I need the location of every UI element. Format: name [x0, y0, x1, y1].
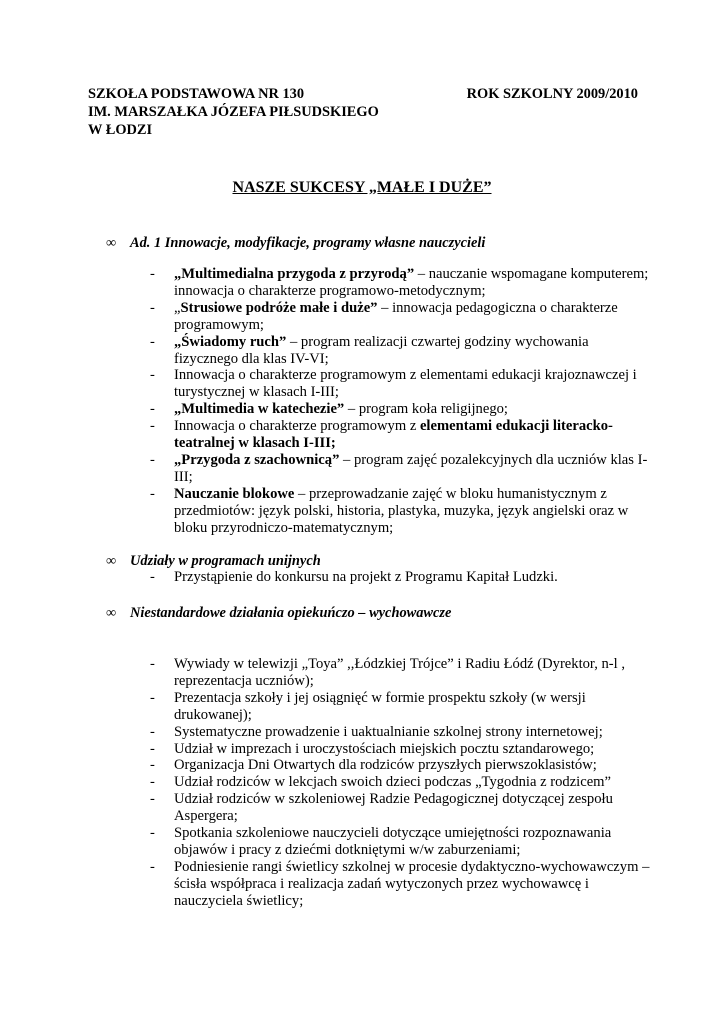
section-heading-innovations [106, 235, 485, 252]
item-bold: „Multimedia w katechezie” [174, 401, 345, 418]
item-text: Udział w imprezach i uroczystościach miejskich pocztu sztandarowego; [174, 740, 595, 757]
list-item [150, 741, 650, 758]
dash-bullet: - [150, 858, 155, 875]
list-item [150, 774, 650, 791]
dash-bullet: - [150, 757, 155, 774]
item-text: Innowacja o charakterze programowym z elementami edukacji krajoznawczej i turystycznej w klasach I-III; [174, 367, 637, 401]
item-bold: elementami edukacji literacko-teatralnej w klasach I-III; [174, 418, 613, 452]
page-title [0, 179, 724, 197]
dash-bullet: - [150, 418, 155, 435]
care-activities-list [150, 656, 650, 910]
dash-bullet: - [150, 656, 155, 672]
item-text: – program realizacji czwartej godziny wychowania fizycznego dla klas IV-VI; [174, 333, 589, 367]
dash-bullet: - [150, 774, 155, 791]
infinity-bullet-icon: ∞ [106, 605, 117, 621]
item-text: Podniesienie rangi świetlicy szkolnej w procesie dydaktyczno-wychowawczym – ścisła współpraca i realizacja zadań wytyczonych przez wychowawcę i nauczyciela świetlicy; [174, 858, 650, 909]
item-text: Udział rodziców w lekcjach swoich dzieci podczas „Tygodnia z rodzicem” [174, 774, 612, 791]
dash-bullet: - [150, 333, 155, 350]
section-heading-text: Ad. 1 Innowacje, modyfikacje, programy własne nauczycieli [130, 235, 486, 251]
eu-programs-list [150, 569, 650, 586]
list-item [150, 825, 650, 859]
item-text: Systematyczne prowadzenie i uaktualnianie szkolnej strony internetowej; [174, 723, 603, 740]
dash-bullet: - [150, 740, 155, 757]
list-item [150, 791, 650, 825]
infinity-bullet-icon: ∞ [106, 553, 117, 569]
item-bold: Strusiowe podróże małe i duże” [180, 299, 378, 316]
item-bold: Nauczanie blokowe [174, 485, 295, 502]
list-item [150, 266, 650, 300]
document-header [88, 85, 638, 139]
item-text: Prezentacja szkoły i jej osiągnięć w formie prospektu szkoły (w wersji drukowanej); [174, 689, 586, 723]
school-year: ROK SZKOLNY 2009/2010 [466, 86, 638, 102]
item-text: – program koła religijnego; [344, 401, 508, 418]
innovations-list [150, 266, 650, 537]
item-text: – przeprowadzanie zajęć w bloku humanistycznym z przedmiotów: język polski, historia, plastyka, muzyka, język angielski oraz w bloku przyrodniczo-matematycznym; [174, 485, 629, 536]
item-text: Innowacja o charakterze programowym z [174, 418, 420, 435]
dash-bullet: - [150, 825, 155, 842]
list-item [150, 418, 650, 452]
section-heading-eu-programs [106, 553, 321, 570]
list-item [150, 656, 650, 690]
dash-bullet: - [150, 451, 155, 468]
school-name-line2: IM. MARSZAŁKA JÓZEFA PIŁSUDSKIEGO [88, 104, 379, 120]
dash-bullet: - [150, 723, 155, 740]
dash-bullet: - [150, 791, 155, 808]
school-name-line3: W ŁODZI [88, 122, 153, 138]
item-pre: „ [174, 299, 181, 316]
section-heading-text: Udziały w programach unijnych [130, 553, 321, 569]
item-text: Wywiady w telewizji „Toya” ,,Łódzkiej Trójce” i Radiu Łódź (Dyrektor, n-l , reprezentacja uczniów); [174, 656, 626, 689]
list-item [150, 724, 650, 741]
dash-bullet: - [150, 569, 155, 585]
item-text: Udział rodziców w szkoleniowej Radzie Pedagogicznej dotyczącej zespołu Aspergera; [174, 791, 613, 825]
item-text: – innowacja pedagogiczna o charakterze programowym; [174, 299, 618, 333]
list-item [150, 569, 650, 586]
list-item [150, 300, 650, 334]
dash-bullet: - [150, 689, 155, 706]
item-text: Spotkania szkoleniowe nauczycieli dotyczące umiejętności rozpoznawania objawów i pracy z dziećmi dotkniętymi w/w zaburzeniami; [174, 825, 612, 858]
item-text: Organizacja Dni Otwartych dla rodziców przyszłych pierwszoklasistów; [174, 757, 597, 774]
section-heading-text: Niestandardowe działania opiekuńczo – wychowawcze [130, 605, 452, 621]
page-title-text: NASZE SUKCESY „MAŁE I DUŻE” [232, 179, 492, 196]
list-item [150, 486, 650, 537]
dash-bullet: - [150, 266, 155, 282]
item-bold: „Przygoda z szachownicą” [174, 451, 340, 468]
dash-bullet: - [150, 401, 155, 418]
item-bold: „Multimedialna przygoda z przyrodą” [174, 266, 415, 282]
item-text: Przystąpienie do konkursu na projekt z Programu Kapitał Ludzki. [174, 569, 558, 585]
list-item [150, 757, 650, 774]
dash-bullet: - [150, 485, 155, 502]
item-bold: „Świadomy ruch” [174, 333, 287, 350]
infinity-bullet-icon: ∞ [106, 235, 117, 251]
list-item [150, 367, 650, 401]
list-item [150, 690, 650, 724]
school-name-line1: SZKOŁA PODSTAWOWA NR 130 [88, 86, 305, 102]
list-item [150, 452, 650, 486]
list-item [150, 859, 650, 910]
dash-bullet: - [150, 367, 155, 384]
dash-bullet: - [150, 299, 155, 316]
item-text: – nauczanie wspomagane komputerem; innowacja o charakterze programowo-metodycznym; [174, 266, 649, 299]
section-heading-care-activities [106, 605, 451, 622]
item-text: – program zajęć pozalekcyjnych dla uczniów klas I-III; [174, 451, 648, 485]
list-item [150, 401, 650, 418]
list-item [150, 334, 650, 368]
